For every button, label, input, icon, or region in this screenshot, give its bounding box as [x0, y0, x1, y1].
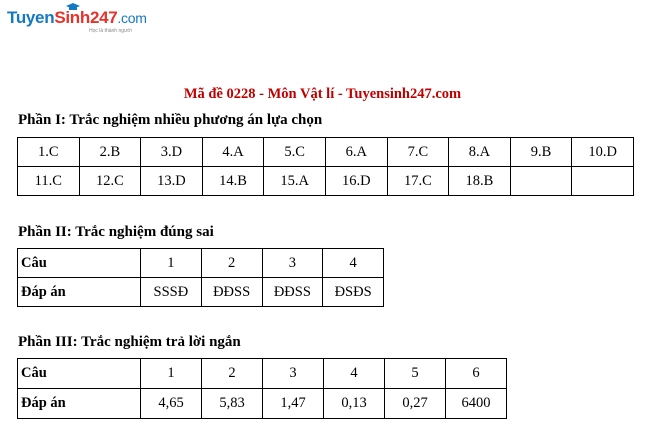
part2-answer-table	[17, 248, 384, 307]
row-label-answer: Đáp án	[18, 278, 141, 307]
question-cell: 3	[263, 359, 324, 389]
answer-cell: 17.C	[387, 167, 449, 196]
answer-cell: 2.B	[79, 138, 141, 167]
row-label-answer: Đáp án	[18, 389, 141, 419]
answer-cell: ĐĐSS	[201, 278, 262, 307]
answer-cell: 7.C	[387, 138, 449, 167]
answer-cell: 1,47	[263, 389, 324, 419]
answer-cell: SSSĐ	[141, 278, 202, 307]
site-logo[interactable]	[7, 8, 147, 38]
answer-cell: 14.B	[202, 167, 264, 196]
answer-cell: 6.A	[325, 138, 387, 167]
answer-cell: 0,13	[324, 389, 385, 419]
part3-heading: Phần III: Trắc nghiệm trả lời ngắn	[18, 334, 241, 350]
logo-tagline: Học là thành người	[89, 28, 132, 34]
answer-cell: 0,27	[385, 389, 446, 419]
question-cell: 1	[141, 249, 202, 278]
answer-cell: 13.D	[141, 167, 203, 196]
question-cell: 1	[141, 359, 202, 389]
answer-cell: 16.D	[325, 167, 387, 196]
table-row-answers	[18, 278, 384, 307]
answer-cell: 18.B	[449, 167, 511, 196]
answer-cell: 5,83	[202, 389, 263, 419]
page-title: Mã đề 0228 - Môn Vật lí - Tuyensinh247.com	[183, 86, 462, 102]
row-label-question: Câu	[18, 359, 141, 389]
answer-cell: 4,65	[141, 389, 202, 419]
answer-cell: 12.C	[79, 167, 141, 196]
answer-cell: 10.D	[572, 138, 634, 167]
question-cell: 4	[324, 359, 385, 389]
answer-cell	[572, 167, 634, 196]
answer-cell: 6400	[446, 389, 507, 419]
part1-heading: Phần I: Trắc nghiệm nhiều phương án lựa chọn	[18, 112, 323, 128]
table-row-questions	[18, 359, 507, 389]
table-row-answers	[18, 389, 507, 419]
answer-cell: 8.A	[449, 138, 511, 167]
answer-cell: 9.B	[510, 138, 572, 167]
question-cell: 5	[385, 359, 446, 389]
answer-cell: 5.C	[264, 138, 326, 167]
row-label-question: Câu	[18, 249, 141, 278]
table-row	[18, 167, 634, 196]
part2-heading: Phần II: Trắc nghiệm đúng sai	[18, 224, 214, 240]
question-cell: 3	[262, 249, 323, 278]
answer-cell: ĐĐSS	[262, 278, 323, 307]
part1-answer-table	[17, 137, 634, 196]
table-row	[18, 138, 634, 167]
answer-cell: 1.C	[18, 138, 80, 167]
logo-wordmark: TuyenSinh247.com	[7, 8, 147, 27]
question-cell: 4	[323, 249, 384, 278]
question-cell: 2	[201, 249, 262, 278]
question-cell: 6	[446, 359, 507, 389]
answer-cell: 4.A	[202, 138, 264, 167]
answer-cell: ĐSĐS	[323, 278, 384, 307]
question-cell: 2	[202, 359, 263, 389]
part3-answer-table	[17, 358, 507, 419]
answer-cell	[510, 167, 572, 196]
table-row-questions	[18, 249, 384, 278]
answer-cell: 15.A	[264, 167, 326, 196]
answer-cell: 11.C	[18, 167, 80, 196]
answer-cell: 3.D	[141, 138, 203, 167]
